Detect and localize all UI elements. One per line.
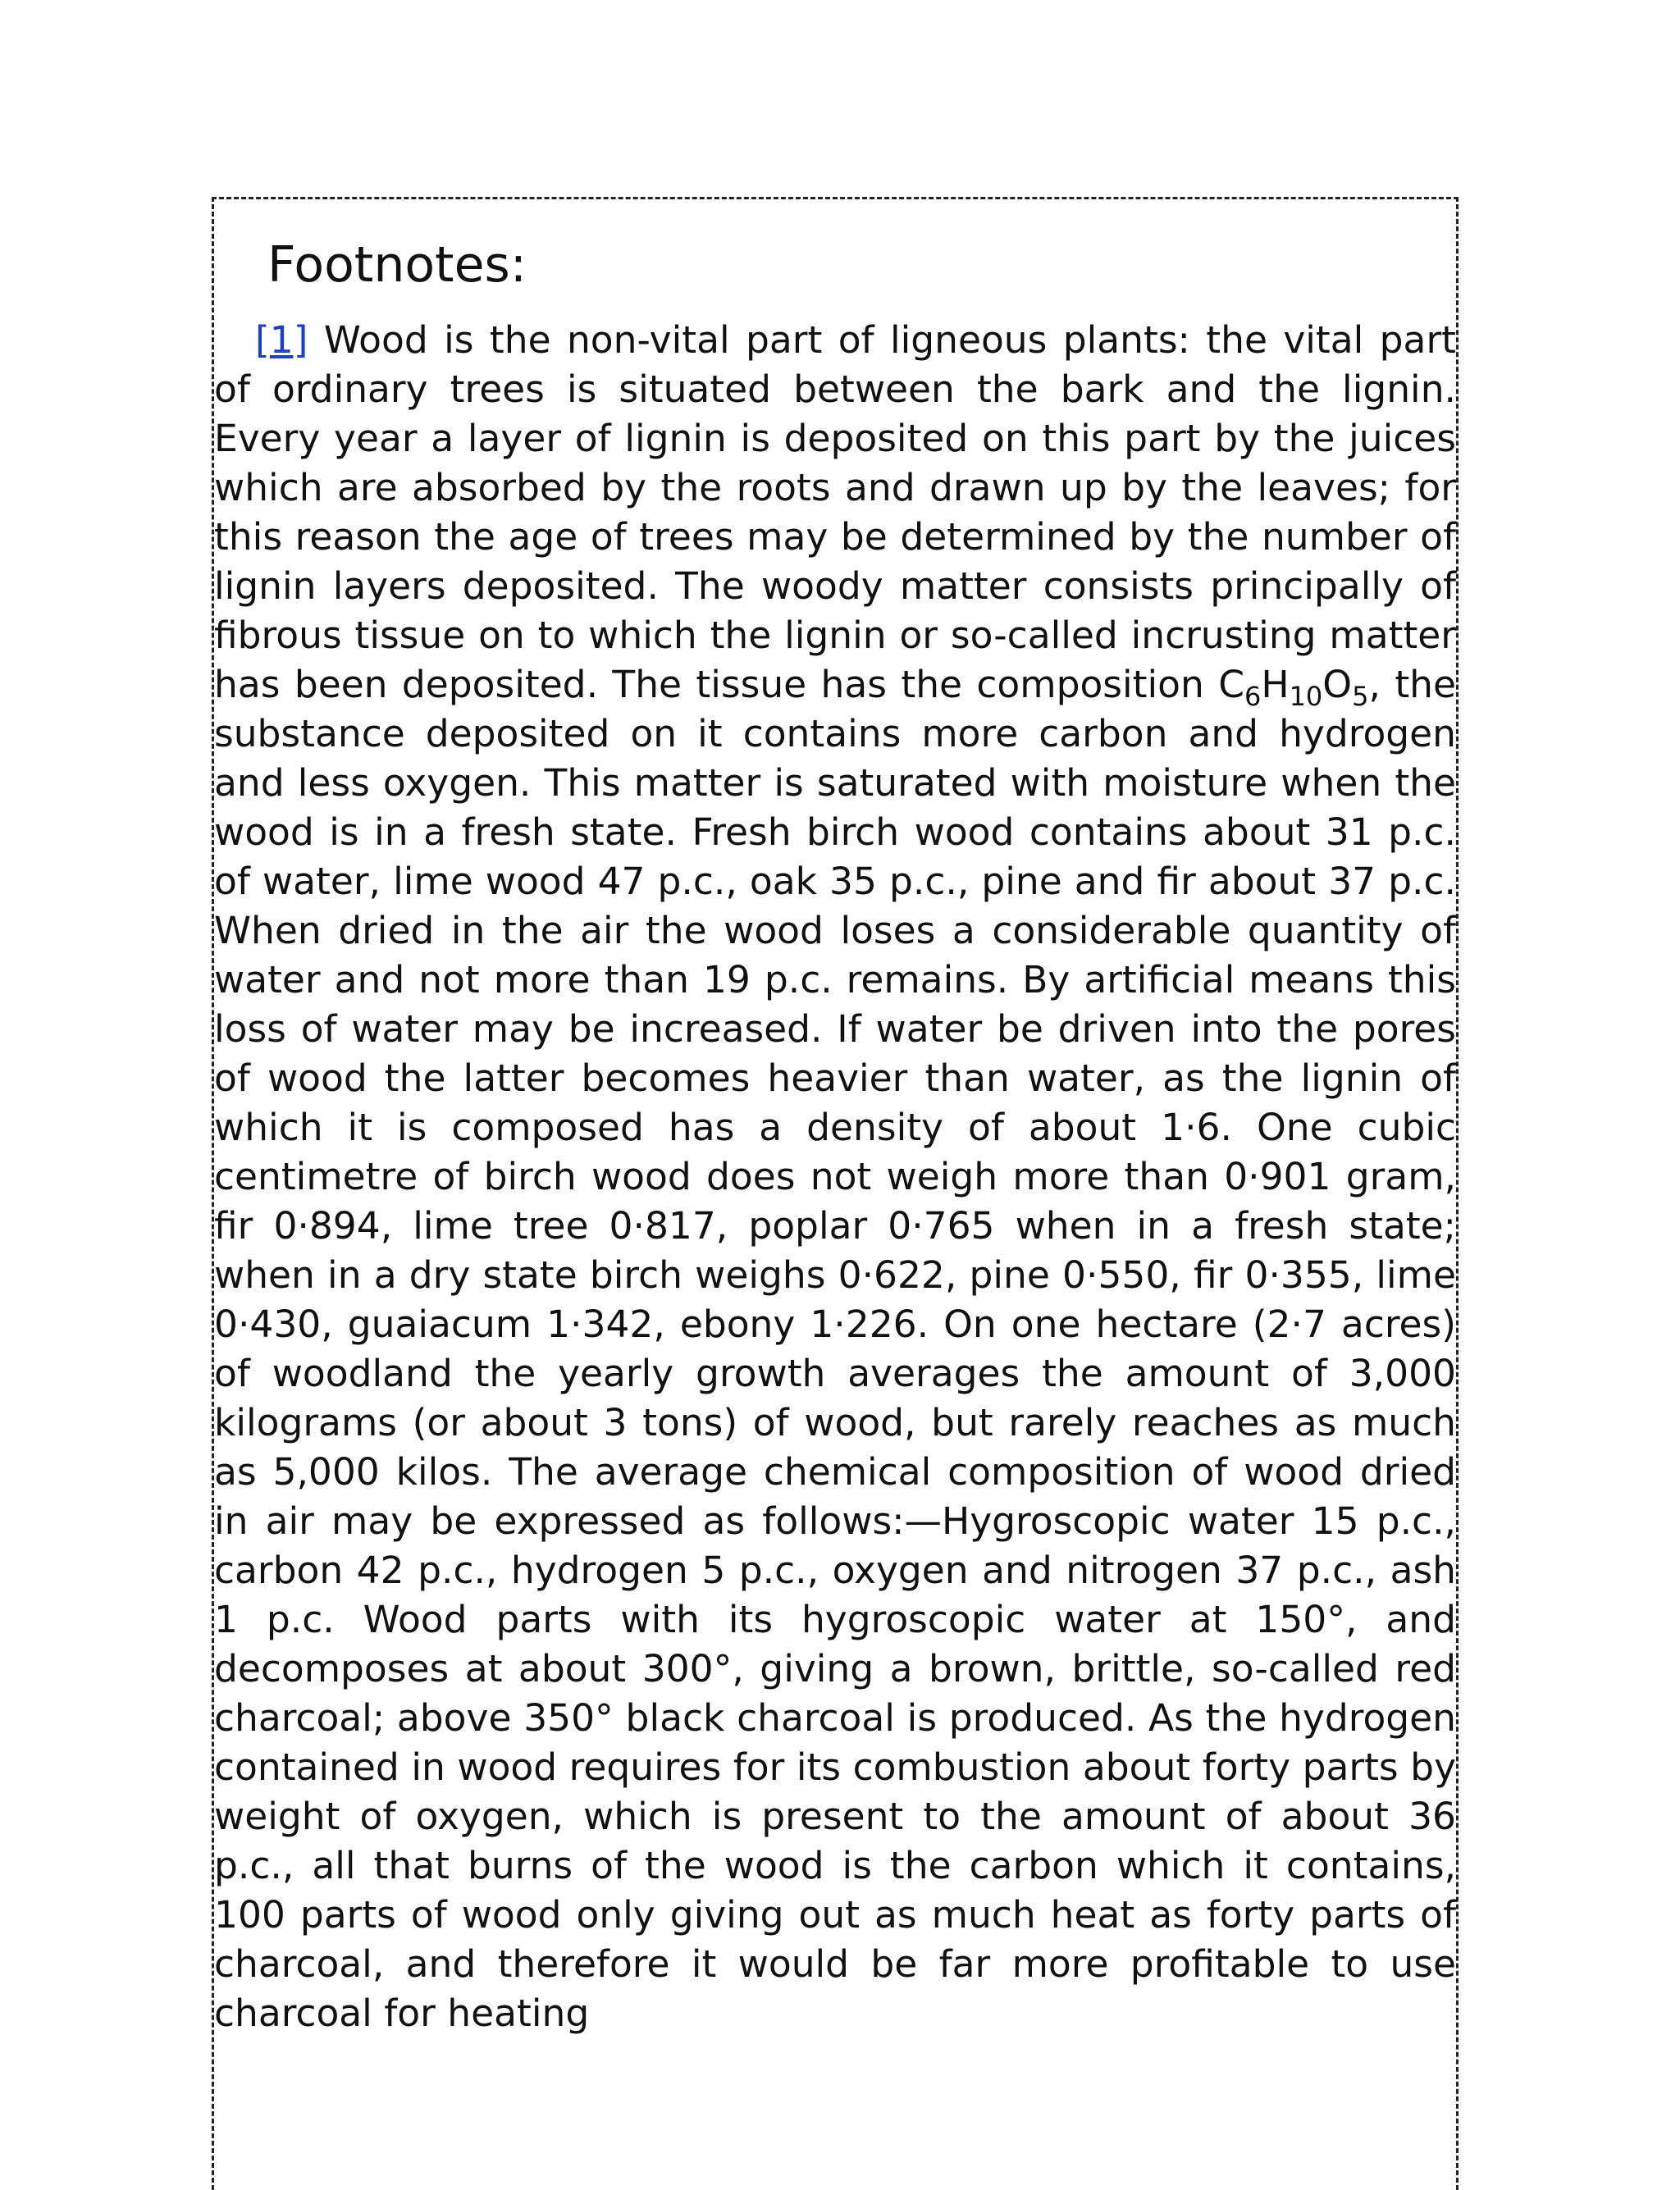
formula-oxygen-subscript: 5 bbox=[1352, 681, 1369, 712]
footnotes-heading: Footnotes: bbox=[267, 236, 527, 294]
formula-oxygen: O bbox=[1322, 663, 1353, 706]
footnote-paragraph bbox=[214, 316, 1456, 2038]
formula-carbon: C bbox=[1218, 663, 1244, 706]
footnote-text-part1: Wood is the non-vital part of ligneous plants: the vital part of ordinary trees is situated between the bark and the lignin. Every year a layer of lignin is deposited on this part by the juices which are absorbed by the roots and drawn up by the leaves; for this reason the age of trees may be determined by the number of lignin layers deposited. The woody matter consists principally of fibrous tissue on to which the lignin or so-called incrusting matter has been deposited. The tissue has the composition bbox=[214, 318, 1456, 706]
formula-hydrogen-subscript: 10 bbox=[1289, 681, 1323, 712]
formula-carbon-subscript: 6 bbox=[1244, 681, 1262, 712]
footnote-ref-link[interactable]: [1] bbox=[255, 318, 308, 362]
footnotes-section bbox=[212, 197, 1459, 2190]
chemical-formula bbox=[1218, 663, 1369, 712]
footnote-text-part2: , the substance deposited on it contains more carbon and hydrogen and less oxygen. This matter is saturated with moisture when the wood is in a fresh state. Fresh birch wood contains about 31 p.c. of water, lime wood 47 p.c., oak 35 p.c., pine and fir about 37 p.c. When dried in the air the wood loses a considerable quantity of water and not more than 19 p.c. remains. By artificial means this loss of water may be increased. If water be driven into the pores of wood the latter becomes heavier than water, as the lignin of which it is composed has a density of about 1·6. One cubic centimetre of birch wood does not weigh more than 0·901 gram, fir 0·894, lime tree 0·817, poplar 0·765 when in a fresh state; when in a dry state birch weighs 0·622, pine 0·550, fir 0·355, lime 0·430, guaiacum 1·342, ebony 1·226. On one hectare (2·7 acres) of woodland the yearly growth averages the amount of 3,000 kilograms (or about 3 tons) of wood, but rarely reaches as much as 5,000 kilos. The average chemical composition of wood dried in air may be expressed as follows:—Hygroscopic water 15 p.c., carbon 42 p.c., hydrogen 5 p.c., oxygen and nitrogen 37 p.c., ash 1 p.c. Wood parts with its hygroscopic water at 150°, and decomposes at about 300°, giving a brown, brittle, so-called red charcoal; above 350° black charcoal is produced. As the hydrogen contained in wood requires for its combustion about forty parts by weight of oxygen, which is present to the amount of about 36 p.c., all that burns of the wood is the carbon which it contains, 100 parts of wood only giving out as much heat as forty parts of charcoal, and therefore it would be far more profitable to use charcoal for heating bbox=[214, 663, 1456, 2035]
formula-hydrogen: H bbox=[1261, 663, 1290, 706]
